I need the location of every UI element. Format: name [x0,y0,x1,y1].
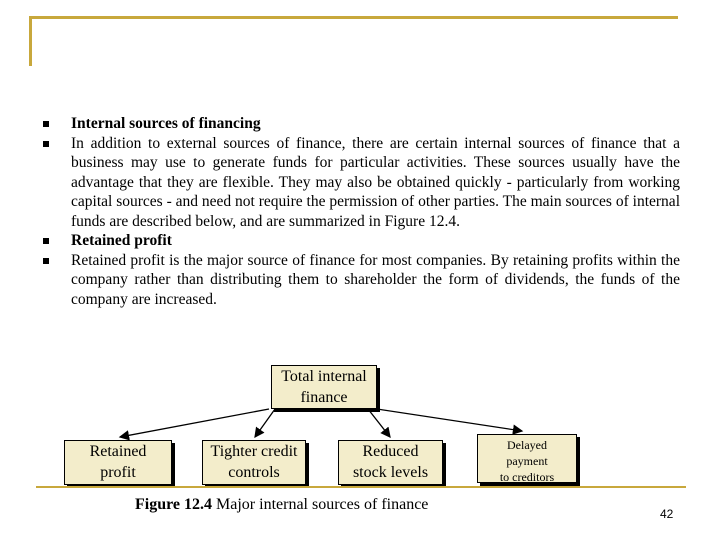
delayed-payment-box [477,434,577,483]
arrow-to-tighter-credit [255,409,275,437]
arrow-to-delayed-payment [377,409,522,431]
box-line: Tighter credit [210,443,298,460]
bottom-rule [36,486,686,488]
box-line: stock levels [352,464,429,481]
tighter-credit-controls-box [202,440,306,485]
bullet-heading-retained-profit: Retained profit [40,231,680,251]
reduced-stock-levels-box [338,440,443,485]
box-line: payment [506,454,548,468]
figure-label: Figure 12.4 [135,496,213,513]
page-number: 42 [660,507,674,521]
box-line: Total internal [281,368,367,385]
box-line: profit [100,464,136,481]
bullet-retained-profit-description: Retained profit is the major source of finance for most companies. By retaining profits within the company rather than distributing them to shareholder the form of dividends, the funds of the company are increased. [40,251,680,310]
box-line: to creditors [499,470,555,484]
box-line: Delayed [507,438,547,452]
arrow-to-retained-profit [120,409,269,437]
box-line: Reduced [362,443,419,460]
retained-profit-box [64,440,172,485]
bullet-internal-sources-description: In addition to external sources of finance, there are certain internal sources of finance that a business may use to generate funds for particular activities. These sources usually have the advantage that they are flexible. They may also be obtained quickly - particularly from working capital sources - and need not require the permission of other parties. The main sources of internal funds are described below, and are summarized in Figure 12.4. [40,134,680,232]
box-line: finance [300,389,348,406]
box-line: Retained [89,443,147,460]
figure-caption [135,496,428,514]
figure-caption-text: Major internal sources of finance [212,496,429,513]
arrow-to-reduced-stock [368,409,390,437]
total-internal-finance-box [271,365,377,409]
box-line: controls [228,464,280,481]
bullet-heading-internal-sources: Internal sources of financing [40,114,680,134]
